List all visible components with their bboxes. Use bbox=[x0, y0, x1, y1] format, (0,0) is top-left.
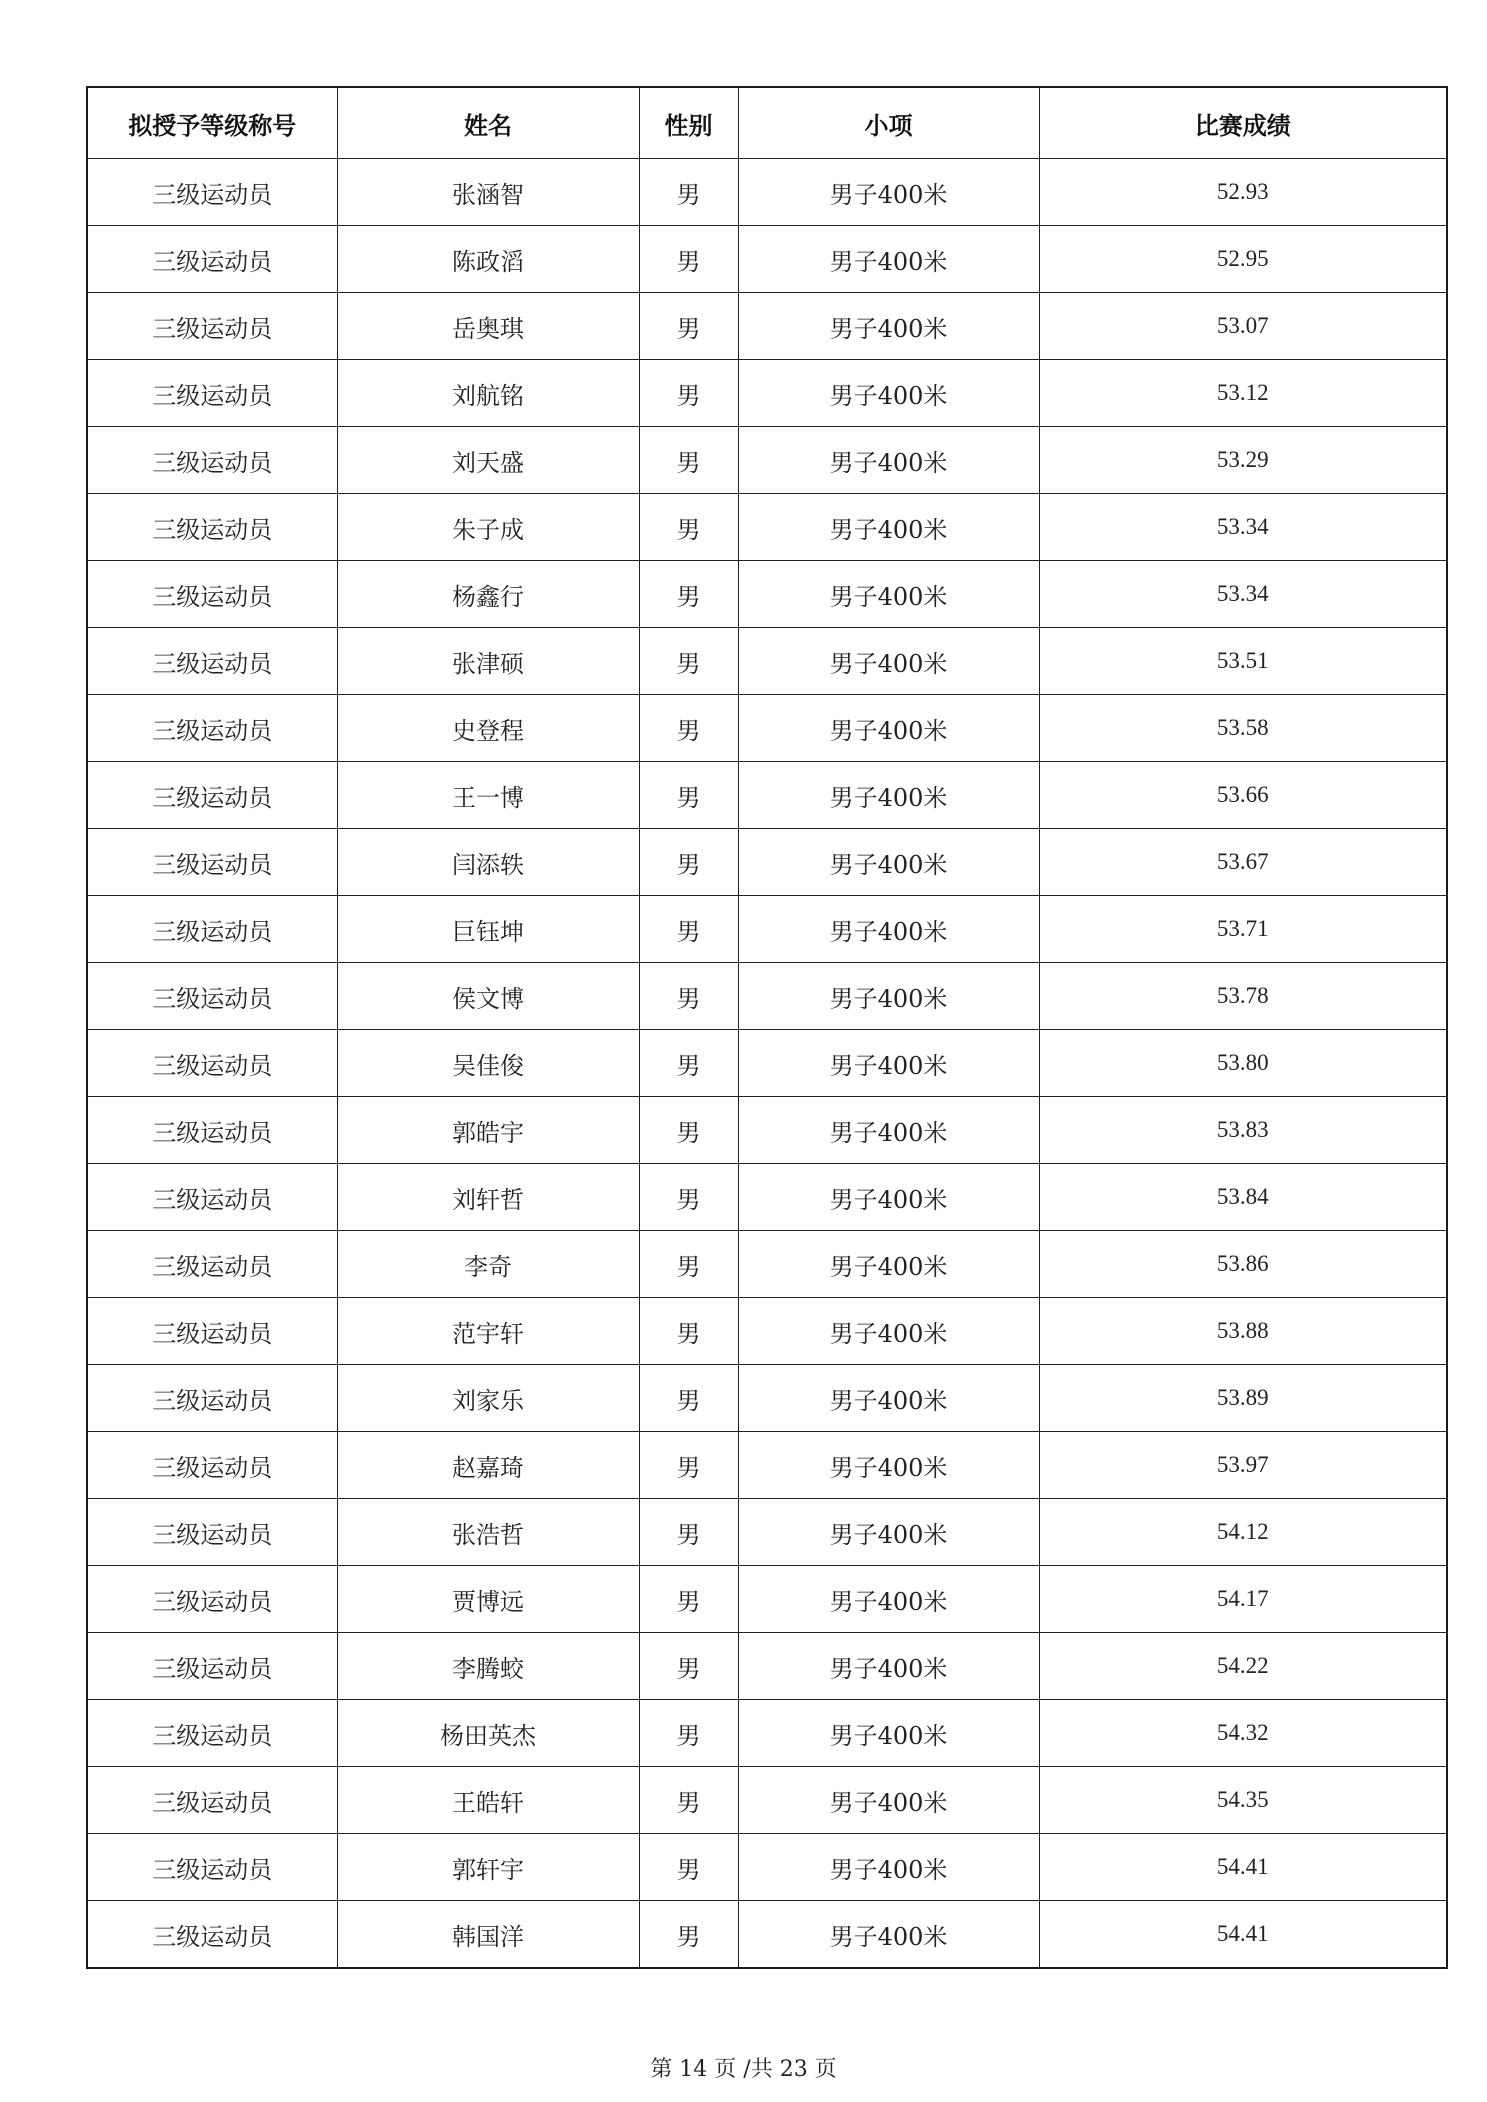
table-row bbox=[87, 1365, 1447, 1432]
cell-athlete-name: 王一博 bbox=[337, 762, 639, 829]
cell-athlete-name: 范宇轩 bbox=[337, 1298, 639, 1365]
cell-score: 53.29 bbox=[1039, 427, 1447, 494]
cell-title-level: 三级运动员 bbox=[87, 1633, 337, 1700]
table-row bbox=[87, 427, 1447, 494]
cell-event: 男子400米 bbox=[738, 695, 1039, 762]
cell-gender: 男 bbox=[639, 1231, 738, 1298]
cell-athlete-name: 吴佳俊 bbox=[337, 1030, 639, 1097]
table-row bbox=[87, 896, 1447, 963]
cell-title-level: 三级运动员 bbox=[87, 1767, 337, 1834]
cell-event: 男子400米 bbox=[738, 896, 1039, 963]
cell-event: 男子400米 bbox=[738, 963, 1039, 1030]
cell-athlete-name: 郭皓宇 bbox=[337, 1097, 639, 1164]
cell-title-level: 三级运动员 bbox=[87, 1432, 337, 1499]
cell-title-level: 三级运动员 bbox=[87, 226, 337, 293]
cell-gender: 男 bbox=[639, 896, 738, 963]
cell-score: 54.17 bbox=[1039, 1566, 1447, 1633]
cell-event: 男子400米 bbox=[738, 1901, 1039, 1969]
cell-gender: 男 bbox=[639, 494, 738, 561]
table-row bbox=[87, 1834, 1447, 1901]
cell-athlete-name: 巨钰坤 bbox=[337, 896, 639, 963]
cell-athlete-name: 杨田英杰 bbox=[337, 1700, 639, 1767]
cell-gender: 男 bbox=[639, 226, 738, 293]
cell-event: 男子400米 bbox=[738, 829, 1039, 896]
cell-score: 54.41 bbox=[1039, 1834, 1447, 1901]
cell-score: 54.32 bbox=[1039, 1700, 1447, 1767]
cell-event: 男子400米 bbox=[738, 628, 1039, 695]
cell-event: 男子400米 bbox=[738, 1164, 1039, 1231]
table-row bbox=[87, 1767, 1447, 1834]
header-row bbox=[87, 87, 1447, 159]
cell-score: 53.51 bbox=[1039, 628, 1447, 695]
cell-athlete-name: 闫添轶 bbox=[337, 829, 639, 896]
cell-title-level: 三级运动员 bbox=[87, 1298, 337, 1365]
cell-athlete-name: 韩国洋 bbox=[337, 1901, 639, 1969]
cell-title-level: 三级运动员 bbox=[87, 1901, 337, 1969]
cell-gender: 男 bbox=[639, 1566, 738, 1633]
cell-gender: 男 bbox=[639, 159, 738, 226]
cell-gender: 男 bbox=[639, 1365, 738, 1432]
table-row bbox=[87, 226, 1447, 293]
cell-score: 53.07 bbox=[1039, 293, 1447, 360]
cell-event: 男子400米 bbox=[738, 159, 1039, 226]
table-row bbox=[87, 1097, 1447, 1164]
cell-event: 男子400米 bbox=[738, 1097, 1039, 1164]
cell-title-level: 三级运动员 bbox=[87, 1030, 337, 1097]
cell-gender: 男 bbox=[639, 628, 738, 695]
cell-score: 54.35 bbox=[1039, 1767, 1447, 1834]
table-row bbox=[87, 1030, 1447, 1097]
cell-athlete-name: 朱子成 bbox=[337, 494, 639, 561]
cell-gender: 男 bbox=[639, 695, 738, 762]
cell-event: 男子400米 bbox=[738, 494, 1039, 561]
table-row bbox=[87, 561, 1447, 628]
cell-gender: 男 bbox=[639, 762, 738, 829]
cell-athlete-name: 李腾蛟 bbox=[337, 1633, 639, 1700]
cell-event: 男子400米 bbox=[738, 427, 1039, 494]
cell-score: 53.97 bbox=[1039, 1432, 1447, 1499]
header-score: 比赛成绩 bbox=[1039, 87, 1447, 159]
cell-score: 53.80 bbox=[1039, 1030, 1447, 1097]
results-table bbox=[86, 86, 1448, 1969]
cell-event: 男子400米 bbox=[738, 1432, 1039, 1499]
cell-score: 53.67 bbox=[1039, 829, 1447, 896]
cell-score: 53.66 bbox=[1039, 762, 1447, 829]
table-row bbox=[87, 628, 1447, 695]
cell-athlete-name: 刘家乐 bbox=[337, 1365, 639, 1432]
cell-score: 52.93 bbox=[1039, 159, 1447, 226]
cell-title-level: 三级运动员 bbox=[87, 628, 337, 695]
cell-score: 53.71 bbox=[1039, 896, 1447, 963]
cell-event: 男子400米 bbox=[738, 1767, 1039, 1834]
cell-gender: 男 bbox=[639, 561, 738, 628]
cell-score: 54.12 bbox=[1039, 1499, 1447, 1566]
table-row bbox=[87, 360, 1447, 427]
table-row bbox=[87, 1566, 1447, 1633]
table-row bbox=[87, 1700, 1447, 1767]
cell-title-level: 三级运动员 bbox=[87, 1499, 337, 1566]
cell-title-level: 三级运动员 bbox=[87, 1365, 337, 1432]
cell-title-level: 三级运动员 bbox=[87, 829, 337, 896]
cell-event: 男子400米 bbox=[738, 1030, 1039, 1097]
cell-gender: 男 bbox=[639, 1499, 738, 1566]
table-body bbox=[87, 159, 1447, 1969]
cell-gender: 男 bbox=[639, 963, 738, 1030]
cell-title-level: 三级运动员 bbox=[87, 360, 337, 427]
cell-gender: 男 bbox=[639, 1767, 738, 1834]
table-row bbox=[87, 494, 1447, 561]
cell-score: 54.22 bbox=[1039, 1633, 1447, 1700]
table-row bbox=[87, 1633, 1447, 1700]
cell-event: 男子400米 bbox=[738, 1499, 1039, 1566]
cell-gender: 男 bbox=[639, 1700, 738, 1767]
cell-event: 男子400米 bbox=[738, 1834, 1039, 1901]
table-row bbox=[87, 695, 1447, 762]
table-row bbox=[87, 1298, 1447, 1365]
cell-athlete-name: 李奇 bbox=[337, 1231, 639, 1298]
cell-event: 男子400米 bbox=[738, 1633, 1039, 1700]
table-row bbox=[87, 963, 1447, 1030]
cell-score: 53.34 bbox=[1039, 494, 1447, 561]
cell-athlete-name: 刘天盛 bbox=[337, 427, 639, 494]
table-row bbox=[87, 1231, 1447, 1298]
cell-athlete-name: 王皓轩 bbox=[337, 1767, 639, 1834]
cell-title-level: 三级运动员 bbox=[87, 1164, 337, 1231]
cell-athlete-name: 陈政滔 bbox=[337, 226, 639, 293]
cell-score: 52.95 bbox=[1039, 226, 1447, 293]
header-title-level: 拟授予等级称号 bbox=[87, 87, 337, 159]
cell-gender: 男 bbox=[639, 427, 738, 494]
cell-event: 男子400米 bbox=[738, 293, 1039, 360]
cell-gender: 男 bbox=[639, 1633, 738, 1700]
cell-score: 53.84 bbox=[1039, 1164, 1447, 1231]
cell-athlete-name: 郭轩宇 bbox=[337, 1834, 639, 1901]
cell-athlete-name: 张津硕 bbox=[337, 628, 639, 695]
cell-athlete-name: 杨鑫行 bbox=[337, 561, 639, 628]
cell-event: 男子400米 bbox=[738, 1298, 1039, 1365]
cell-title-level: 三级运动员 bbox=[87, 1097, 337, 1164]
cell-gender: 男 bbox=[639, 829, 738, 896]
cell-title-level: 三级运动员 bbox=[87, 896, 337, 963]
table-row bbox=[87, 1901, 1447, 1969]
cell-title-level: 三级运动员 bbox=[87, 695, 337, 762]
cell-title-level: 三级运动员 bbox=[87, 1834, 337, 1901]
table-header bbox=[87, 87, 1447, 159]
cell-athlete-name: 刘航铭 bbox=[337, 360, 639, 427]
cell-title-level: 三级运动员 bbox=[87, 1700, 337, 1767]
cell-title-level: 三级运动员 bbox=[87, 159, 337, 226]
cell-athlete-name: 赵嘉琦 bbox=[337, 1432, 639, 1499]
cell-score: 53.89 bbox=[1039, 1365, 1447, 1432]
cell-gender: 男 bbox=[639, 360, 738, 427]
cell-event: 男子400米 bbox=[738, 561, 1039, 628]
cell-event: 男子400米 bbox=[738, 226, 1039, 293]
cell-gender: 男 bbox=[639, 1901, 738, 1969]
cell-athlete-name: 贾博远 bbox=[337, 1566, 639, 1633]
cell-athlete-name: 侯文博 bbox=[337, 963, 639, 1030]
cell-athlete-name: 张涵智 bbox=[337, 159, 639, 226]
table-row bbox=[87, 1432, 1447, 1499]
cell-athlete-name: 张浩哲 bbox=[337, 1499, 639, 1566]
cell-event: 男子400米 bbox=[738, 1365, 1039, 1432]
cell-title-level: 三级运动员 bbox=[87, 561, 337, 628]
cell-event: 男子400米 bbox=[738, 1566, 1039, 1633]
table-row bbox=[87, 293, 1447, 360]
cell-gender: 男 bbox=[639, 1030, 738, 1097]
table-row bbox=[87, 1164, 1447, 1231]
cell-title-level: 三级运动员 bbox=[87, 293, 337, 360]
cell-event: 男子400米 bbox=[738, 1231, 1039, 1298]
table-row bbox=[87, 762, 1447, 829]
cell-gender: 男 bbox=[639, 293, 738, 360]
cell-score: 53.78 bbox=[1039, 963, 1447, 1030]
table-row bbox=[87, 159, 1447, 226]
cell-event: 男子400米 bbox=[738, 1700, 1039, 1767]
cell-title-level: 三级运动员 bbox=[87, 1231, 337, 1298]
cell-gender: 男 bbox=[639, 1834, 738, 1901]
cell-score: 53.88 bbox=[1039, 1298, 1447, 1365]
cell-title-level: 三级运动员 bbox=[87, 963, 337, 1030]
cell-score: 53.34 bbox=[1039, 561, 1447, 628]
cell-title-level: 三级运动员 bbox=[87, 427, 337, 494]
cell-athlete-name: 史登程 bbox=[337, 695, 639, 762]
cell-score: 53.12 bbox=[1039, 360, 1447, 427]
cell-event: 男子400米 bbox=[738, 762, 1039, 829]
cell-title-level: 三级运动员 bbox=[87, 1566, 337, 1633]
cell-score: 53.58 bbox=[1039, 695, 1447, 762]
table-row bbox=[87, 1499, 1447, 1566]
cell-gender: 男 bbox=[639, 1097, 738, 1164]
cell-gender: 男 bbox=[639, 1298, 738, 1365]
table-row bbox=[87, 829, 1447, 896]
cell-athlete-name: 刘轩哲 bbox=[337, 1164, 639, 1231]
cell-gender: 男 bbox=[639, 1164, 738, 1231]
cell-title-level: 三级运动员 bbox=[87, 494, 337, 561]
cell-title-level: 三级运动员 bbox=[87, 762, 337, 829]
cell-gender: 男 bbox=[639, 1432, 738, 1499]
cell-score: 54.41 bbox=[1039, 1901, 1447, 1969]
header-gender: 性别 bbox=[639, 87, 738, 159]
cell-event: 男子400米 bbox=[738, 360, 1039, 427]
cell-athlete-name: 岳奥琪 bbox=[337, 293, 639, 360]
header-event: 小项 bbox=[738, 87, 1039, 159]
page-number-footer: 第 14 页 /共 23 页 bbox=[650, 2057, 837, 2082]
cell-score: 53.86 bbox=[1039, 1231, 1447, 1298]
header-name: 姓名 bbox=[337, 87, 639, 159]
cell-score: 53.83 bbox=[1039, 1097, 1447, 1164]
